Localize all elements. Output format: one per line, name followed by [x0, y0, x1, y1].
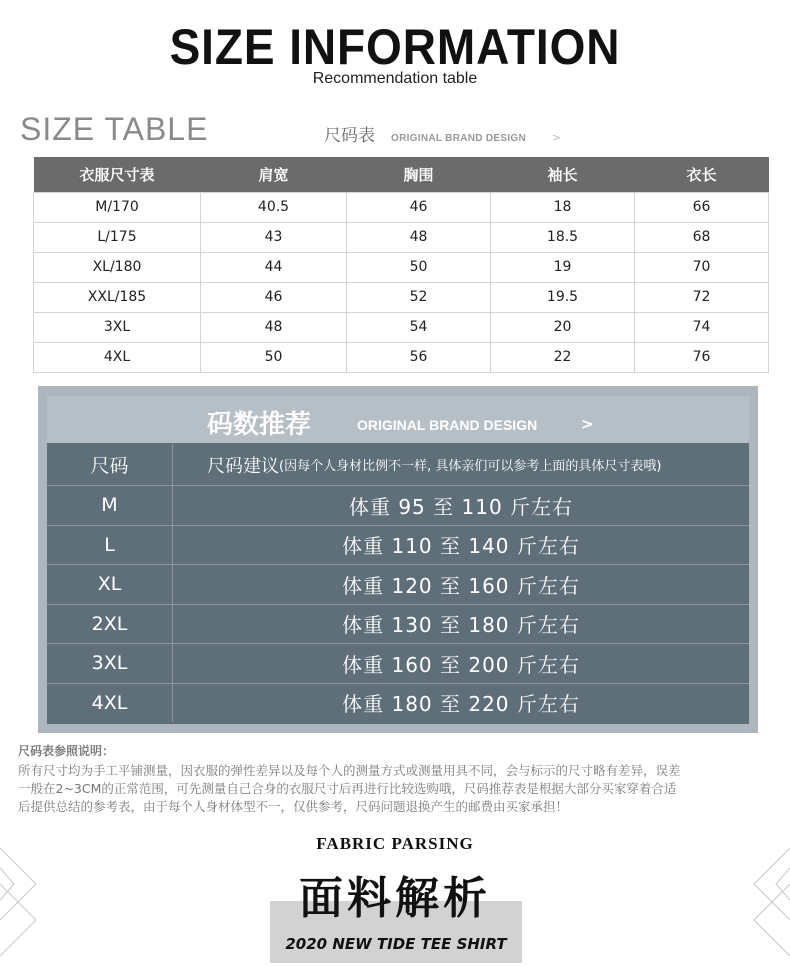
notes-body: [18, 762, 780, 816]
table-cell: 40.5: [201, 192, 347, 222]
table-cell: 20: [491, 312, 635, 342]
chevron-right-icon: >: [552, 131, 562, 144]
recommendation-advice: 体重 180 至 220 斤左右: [342, 692, 580, 717]
table-cell: 48: [347, 222, 491, 252]
size-table-heading: SIZE TABLE: [20, 111, 209, 147]
chevron-right-icon: >: [581, 415, 594, 433]
table-cell: 46: [201, 282, 347, 312]
table-cell: 70: [635, 252, 769, 282]
recommendation-en-label: ORIGINAL BRAND DESIGN: [357, 417, 538, 433]
table-cell: 54: [347, 312, 491, 342]
table-cell: 19.5: [491, 282, 635, 312]
recommendation-size: L: [47, 526, 173, 565]
size-table-subheading: [324, 121, 561, 146]
table-cell: 66: [635, 192, 769, 222]
table-cell: 50: [347, 252, 491, 282]
size-table: [33, 157, 769, 373]
table-row: [34, 312, 769, 342]
column-header: 衣服尺寸表: [34, 157, 201, 192]
table-cell: 4XL: [34, 342, 201, 372]
table-cell: 56: [347, 342, 491, 372]
table-cell: 18: [491, 192, 635, 222]
recommendation-size: 2XL: [47, 605, 173, 644]
recommendation-header-row: [47, 444, 749, 485]
table-cell: 46: [347, 192, 491, 222]
table-cell: 50: [201, 342, 347, 372]
recommendation-row: [47, 485, 749, 525]
recommendation-size: M: [47, 486, 173, 525]
fabric-cn-title: 面料解析: [299, 873, 491, 924]
size-table-header-row: [34, 157, 769, 192]
column-header: 肩宽: [201, 157, 347, 192]
recommendation-size: 3XL: [47, 644, 173, 683]
page-subtitle: Recommendation table: [312, 70, 478, 87]
table-cell: 18.5: [491, 222, 635, 252]
notes-line: 后提供总结的参考表，由于每个人身材体型不一，仅供参考，尺码问题退换产生的邮费由买家承担！: [18, 799, 569, 814]
table-cell: 52: [347, 282, 491, 312]
recommendation-advice: 体重 160 至 200 斤左右: [342, 652, 580, 677]
table-row: [34, 192, 769, 222]
table-cell: 72: [635, 282, 769, 312]
table-cell: 22: [491, 342, 635, 372]
table-cell: 76: [635, 342, 769, 372]
table-row: [34, 282, 769, 312]
size-table-en-label: ORIGINAL BRAND DESIGN: [391, 133, 527, 144]
recommendation-advice: 体重 110 至 140 斤左右: [342, 534, 580, 559]
notes-line: 所有尺寸均为手工平铺测量，因衣服的弹性差异以及每个人的测量方式或测量用具不同，会与标示的尺寸略有差异，误差: [18, 763, 681, 778]
notes-title: 尺码表参照说明：: [18, 744, 115, 758]
column-header: 衣长: [635, 157, 769, 192]
table-cell: 3XL: [34, 312, 201, 342]
fabric-en-title: FABRIC PARSING: [316, 834, 474, 853]
recommendation-header: [47, 396, 749, 443]
table-cell: M/170: [34, 192, 201, 222]
recommendation-row: [47, 683, 749, 723]
recommendation-row: [47, 643, 749, 683]
column-header-size: 尺码: [47, 444, 173, 485]
table-cell: 19: [491, 252, 635, 282]
recommendation-advice: 体重 130 至 180 斤左右: [342, 613, 580, 638]
recommendation-size: 4XL: [47, 684, 173, 723]
column-header-advice: [173, 444, 749, 485]
table-row: [34, 342, 769, 372]
page-title: SIZE INFORMATION: [169, 19, 621, 75]
recommendation-advice: 体重 120 至 160 斤左右: [342, 573, 580, 598]
advice-header-main: 尺码建议: [207, 455, 279, 477]
table-cell: L/175: [34, 222, 201, 252]
recommendation-table: [47, 396, 749, 724]
table-cell: 48: [201, 312, 347, 342]
column-header: 袖长: [491, 157, 635, 192]
recommendation-row: [47, 525, 749, 565]
table-cell: 74: [635, 312, 769, 342]
table-cell: XXL/185: [34, 282, 201, 312]
table-cell: 68: [635, 222, 769, 252]
table-row: [34, 252, 769, 282]
recommendation-title: 码数推荐: [207, 410, 312, 440]
size-table-cn-label: 尺码表: [324, 126, 375, 146]
notes-line: 一般在2~3CM的正常范围，可先测量自己合身的衣服尺寸后再进行比较选购哦，尺码推荐表是根据大部分买家穿着合适: [18, 781, 677, 796]
size-recommendation-panel: [38, 386, 758, 733]
advice-header-note: (因每个人身材比例不一样, 具体亲们可以参考上面的具体尺寸表哦): [279, 459, 662, 474]
table-row: [34, 222, 769, 252]
table-cell: 44: [201, 252, 347, 282]
recommendation-row: [47, 604, 749, 644]
table-cell: 43: [201, 222, 347, 252]
column-header: 胸围: [347, 157, 491, 192]
recommendation-advice: 体重 95 至 110 斤左右: [348, 494, 574, 519]
recommendation-rows: [47, 444, 749, 722]
recommendation-size: XL: [47, 565, 173, 604]
recommendation-row: [47, 564, 749, 604]
fabric-tagline: 2020 NEW TIDE TEE SHIRT: [285, 935, 507, 953]
table-cell: XL/180: [34, 252, 201, 282]
